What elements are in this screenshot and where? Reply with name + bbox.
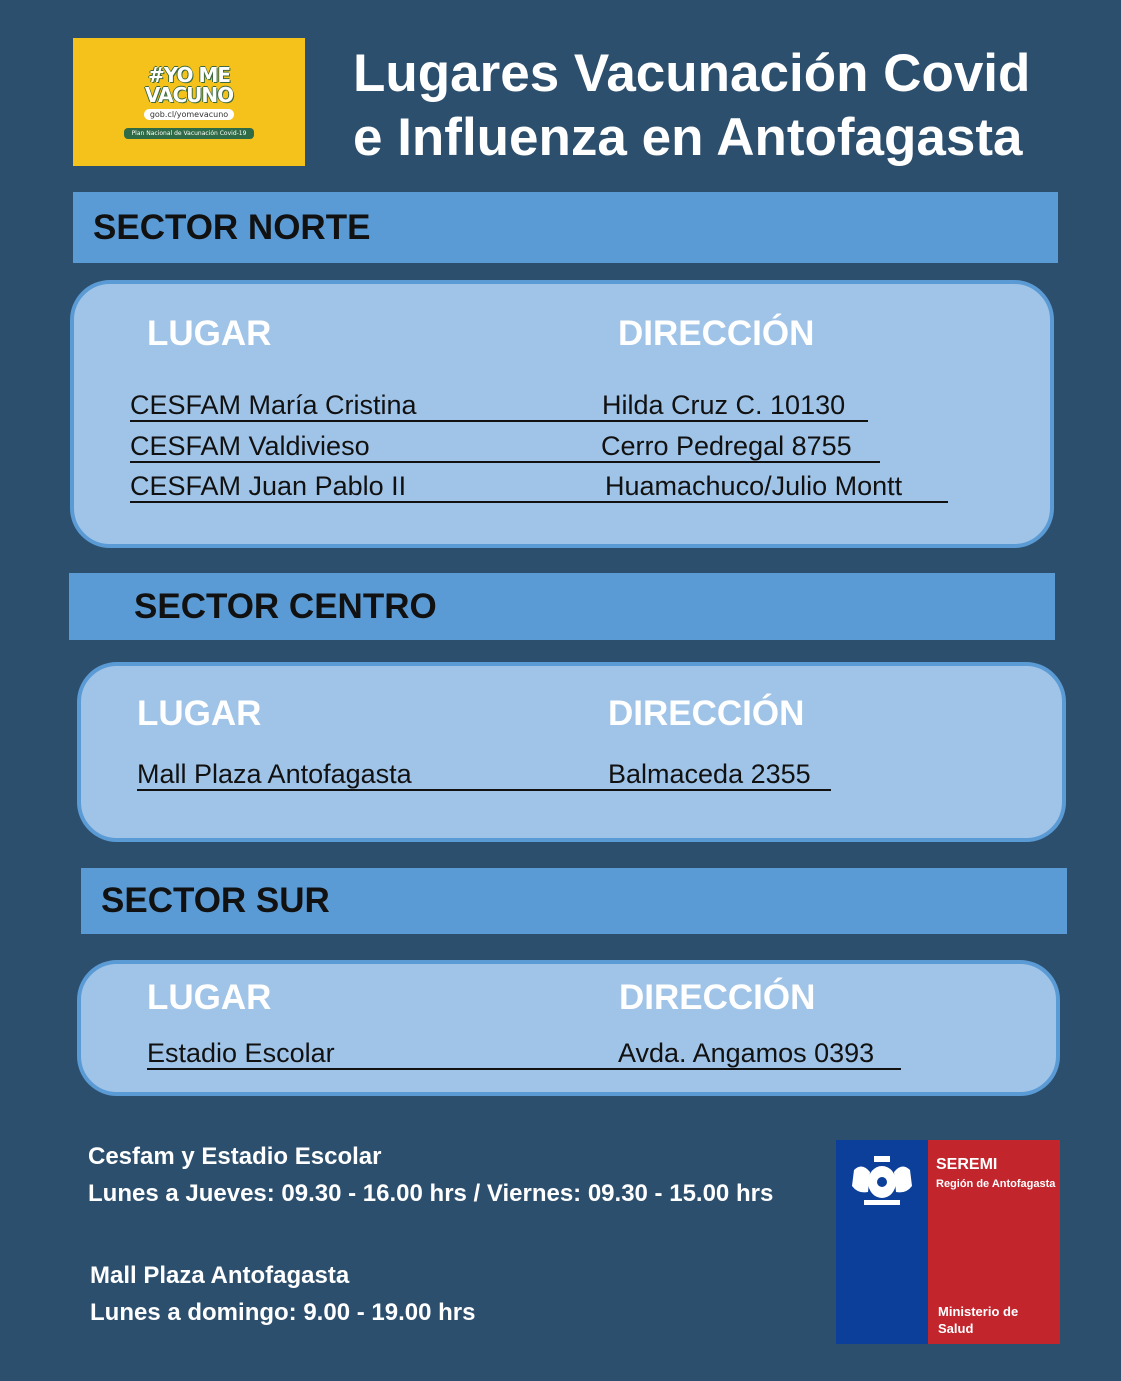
sector-norte-heading: SECTOR NORTE	[73, 192, 1058, 263]
hours-group-2: Mall Plaza Antofagasta Lunes a domingo: 9.00 - 19.00 hrs	[90, 1262, 476, 1326]
table-row: Mall Plaza Antofagasta Balmaceda 2355	[137, 759, 831, 791]
col-address-header: DIRECCIÓN	[608, 694, 805, 733]
sector-centro-box	[77, 662, 1066, 842]
col-place-header: LUGAR	[147, 314, 272, 353]
table-row: CESFAM María Cristina Hilda Cruz C. 10130	[130, 390, 868, 422]
col-place-header: LUGAR	[137, 694, 262, 733]
sector-centro-heading: SECTOR CENTRO	[69, 573, 1055, 640]
table-row: CESFAM Valdivieso Cerro Pedregal 8755	[130, 431, 880, 463]
seremi-region: Región de Antofagasta	[936, 1178, 1056, 1190]
col-address-header: DIRECCIÓN	[619, 978, 816, 1017]
sector-sur-box	[77, 960, 1060, 1096]
table-row: CESFAM Juan Pablo II Huamachuco/Julio Montt	[130, 471, 948, 503]
page-title: Lugares Vacunación Covid e Influenza en Antofagasta	[353, 44, 1031, 167]
logo-hashtag: #YO ME VACUNO	[144, 63, 234, 107]
sector-norte-box	[70, 280, 1054, 548]
seremi-name: SEREMI	[936, 1156, 998, 1173]
logo-url: gob.cl/yomevacuno	[144, 109, 234, 120]
sector-sur-heading: SECTOR SUR	[81, 868, 1067, 934]
table-row: Estadio Escolar Avda. Angamos 0393	[147, 1038, 901, 1070]
yo-me-vacuno-logo	[73, 38, 305, 166]
col-place-header: LUGAR	[147, 978, 272, 1017]
coat-of-arms-icon	[844, 1152, 920, 1212]
col-address-header: DIRECCIÓN	[618, 314, 815, 353]
hours-group-1: Cesfam y Estadio Escolar Lunes a Jueves: 09.30 - 16.00 hrs / Viernes: 09.30 - 15.00 hrs	[88, 1143, 774, 1207]
ministerio-de-salud: Ministerio de Salud	[938, 1304, 1019, 1336]
seremi-logo	[836, 1140, 1060, 1344]
logo-plan: Plan Nacional de Vacunación Covid-19	[124, 128, 255, 139]
